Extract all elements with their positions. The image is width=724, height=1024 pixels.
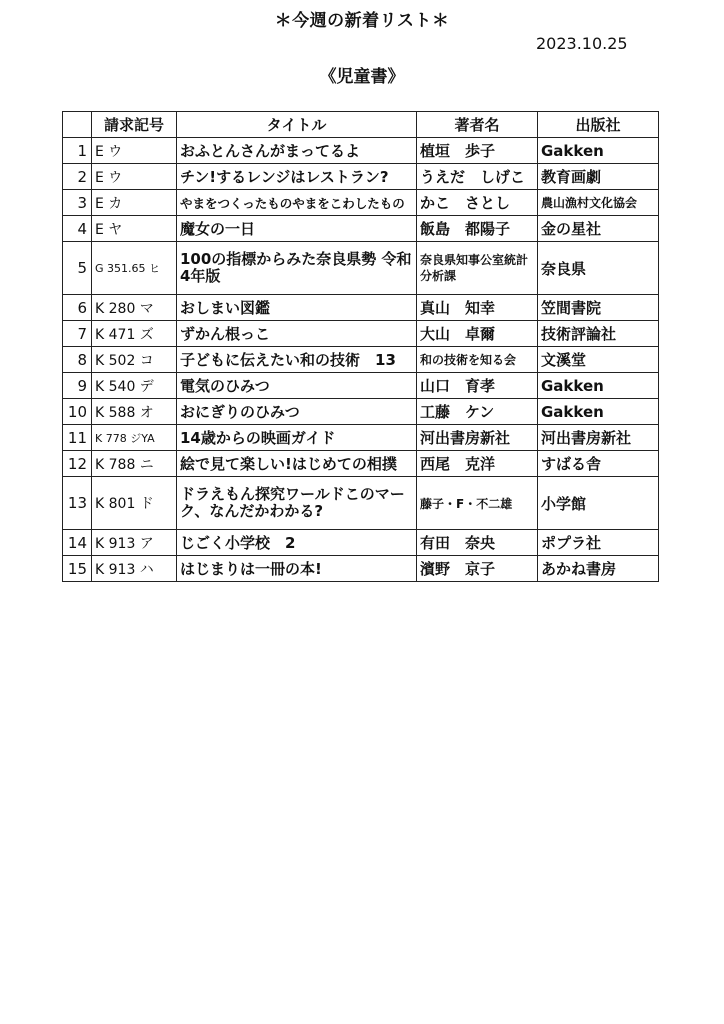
row-number: 12	[63, 451, 92, 477]
table-row	[63, 451, 659, 477]
row-number: 3	[63, 190, 92, 216]
section-heading: 《児童書》	[319, 67, 405, 87]
row-number: 15	[63, 556, 92, 582]
author: かこ さとし	[417, 190, 538, 216]
row-number: 2	[63, 164, 92, 190]
table-row	[63, 321, 659, 347]
call-number: K 788 ニ	[92, 451, 177, 477]
row-number: 4	[63, 216, 92, 242]
author: 真山 知幸	[417, 295, 538, 321]
publisher: 技術評論社	[538, 321, 659, 347]
publisher: 河出書房新社	[538, 425, 659, 451]
table-row	[63, 347, 659, 373]
call-number: E ヤ	[92, 216, 177, 242]
publisher: 農山漁村文化協会	[538, 190, 659, 216]
table-row	[63, 164, 659, 190]
row-number: 10	[63, 399, 92, 425]
book-title: おにぎりのひみつ	[177, 399, 417, 425]
publisher: 小学館	[538, 477, 659, 530]
call-number: E カ	[92, 190, 177, 216]
table-row	[63, 556, 659, 582]
header-publisher: 出版社	[538, 112, 659, 138]
header-number	[63, 112, 92, 138]
row-number: 7	[63, 321, 92, 347]
book-title: はじまりは一冊の本!	[177, 556, 417, 582]
book-title: おふとんさんがまってるよ	[177, 138, 417, 164]
author: 有田 奈央	[417, 530, 538, 556]
row-number: 9	[63, 373, 92, 399]
author: 飯島 都陽子	[417, 216, 538, 242]
publisher: あかね書房	[538, 556, 659, 582]
author: 工藤 ケン	[417, 399, 538, 425]
author: 濱野 京子	[417, 556, 538, 582]
book-title: おしまい図鑑	[177, 295, 417, 321]
table-row	[63, 138, 659, 164]
book-title: 14歳からの映画ガイド	[177, 425, 417, 451]
table-row	[63, 216, 659, 242]
row-number: 14	[63, 530, 92, 556]
book-title: 電気のひみつ	[177, 373, 417, 399]
table-row	[63, 477, 659, 530]
call-number: K 280 マ	[92, 295, 177, 321]
author: 藤子・F・不二雄	[417, 477, 538, 530]
page-title: ＊今週の新着リスト＊	[274, 11, 450, 31]
author: 河出書房新社	[417, 425, 538, 451]
call-number: K 913 ハ	[92, 556, 177, 582]
author: 大山 卓爾	[417, 321, 538, 347]
book-title: 魔女の一日	[177, 216, 417, 242]
call-number: K 778 ジYA	[92, 425, 177, 451]
publisher: Gakken	[538, 373, 659, 399]
publisher: Gakken	[538, 399, 659, 425]
book-title: じごく小学校 2	[177, 530, 417, 556]
author: 奈良県知事公室統計分析課	[417, 242, 538, 295]
table-row	[63, 530, 659, 556]
publisher: ポプラ社	[538, 530, 659, 556]
book-title: ずかん根っこ	[177, 321, 417, 347]
row-number: 6	[63, 295, 92, 321]
book-title: やまをつくったものやまをこわしたもの	[177, 190, 417, 216]
header-title: タイトル	[177, 112, 417, 138]
table-row	[63, 399, 659, 425]
row-number: 11	[63, 425, 92, 451]
call-number: K 588 オ	[92, 399, 177, 425]
publisher: 金の星社	[538, 216, 659, 242]
table-row	[63, 190, 659, 216]
publisher: Gakken	[538, 138, 659, 164]
publisher: すばる舎	[538, 451, 659, 477]
book-title: 子どもに伝えたい和の技術 13	[177, 347, 417, 373]
table-row	[63, 295, 659, 321]
publisher: 文溪堂	[538, 347, 659, 373]
list-date: 2023.10.25	[536, 34, 628, 53]
call-number: K 471 ズ	[92, 321, 177, 347]
call-number: G 351.65 ヒ	[92, 242, 177, 295]
row-number: 8	[63, 347, 92, 373]
call-number: K 801 ド	[92, 477, 177, 530]
book-title: 100の指標からみた奈良県勢 令和4年版	[177, 242, 417, 295]
book-title: 絵で見て楽しい!はじめての相撲	[177, 451, 417, 477]
publisher: 奈良県	[538, 242, 659, 295]
author: 和の技術を知る会	[417, 347, 538, 373]
author: 植垣 歩子	[417, 138, 538, 164]
header-call-number: 請求記号	[92, 112, 177, 138]
book-title: ドラえもん探究ワールドこのマーク、なんだかわかる?	[177, 477, 417, 530]
publisher: 笠間書院	[538, 295, 659, 321]
call-number: K 502 コ	[92, 347, 177, 373]
row-number: 13	[63, 477, 92, 530]
call-number: E ウ	[92, 138, 177, 164]
table-row	[63, 242, 659, 295]
table-row	[63, 373, 659, 399]
call-number: E ウ	[92, 164, 177, 190]
new-arrivals-table	[62, 111, 659, 582]
row-number: 5	[63, 242, 92, 295]
row-number: 1	[63, 138, 92, 164]
table-row	[63, 425, 659, 451]
header-author: 著者名	[417, 112, 538, 138]
table-header-row	[63, 112, 659, 138]
publisher: 教育画劇	[538, 164, 659, 190]
author: うえだ しげこ	[417, 164, 538, 190]
call-number: K 913 ア	[92, 530, 177, 556]
author: 山口 育孝	[417, 373, 538, 399]
book-title: チン!するレンジはレストラン?	[177, 164, 417, 190]
author: 西尾 克洋	[417, 451, 538, 477]
call-number: K 540 デ	[92, 373, 177, 399]
